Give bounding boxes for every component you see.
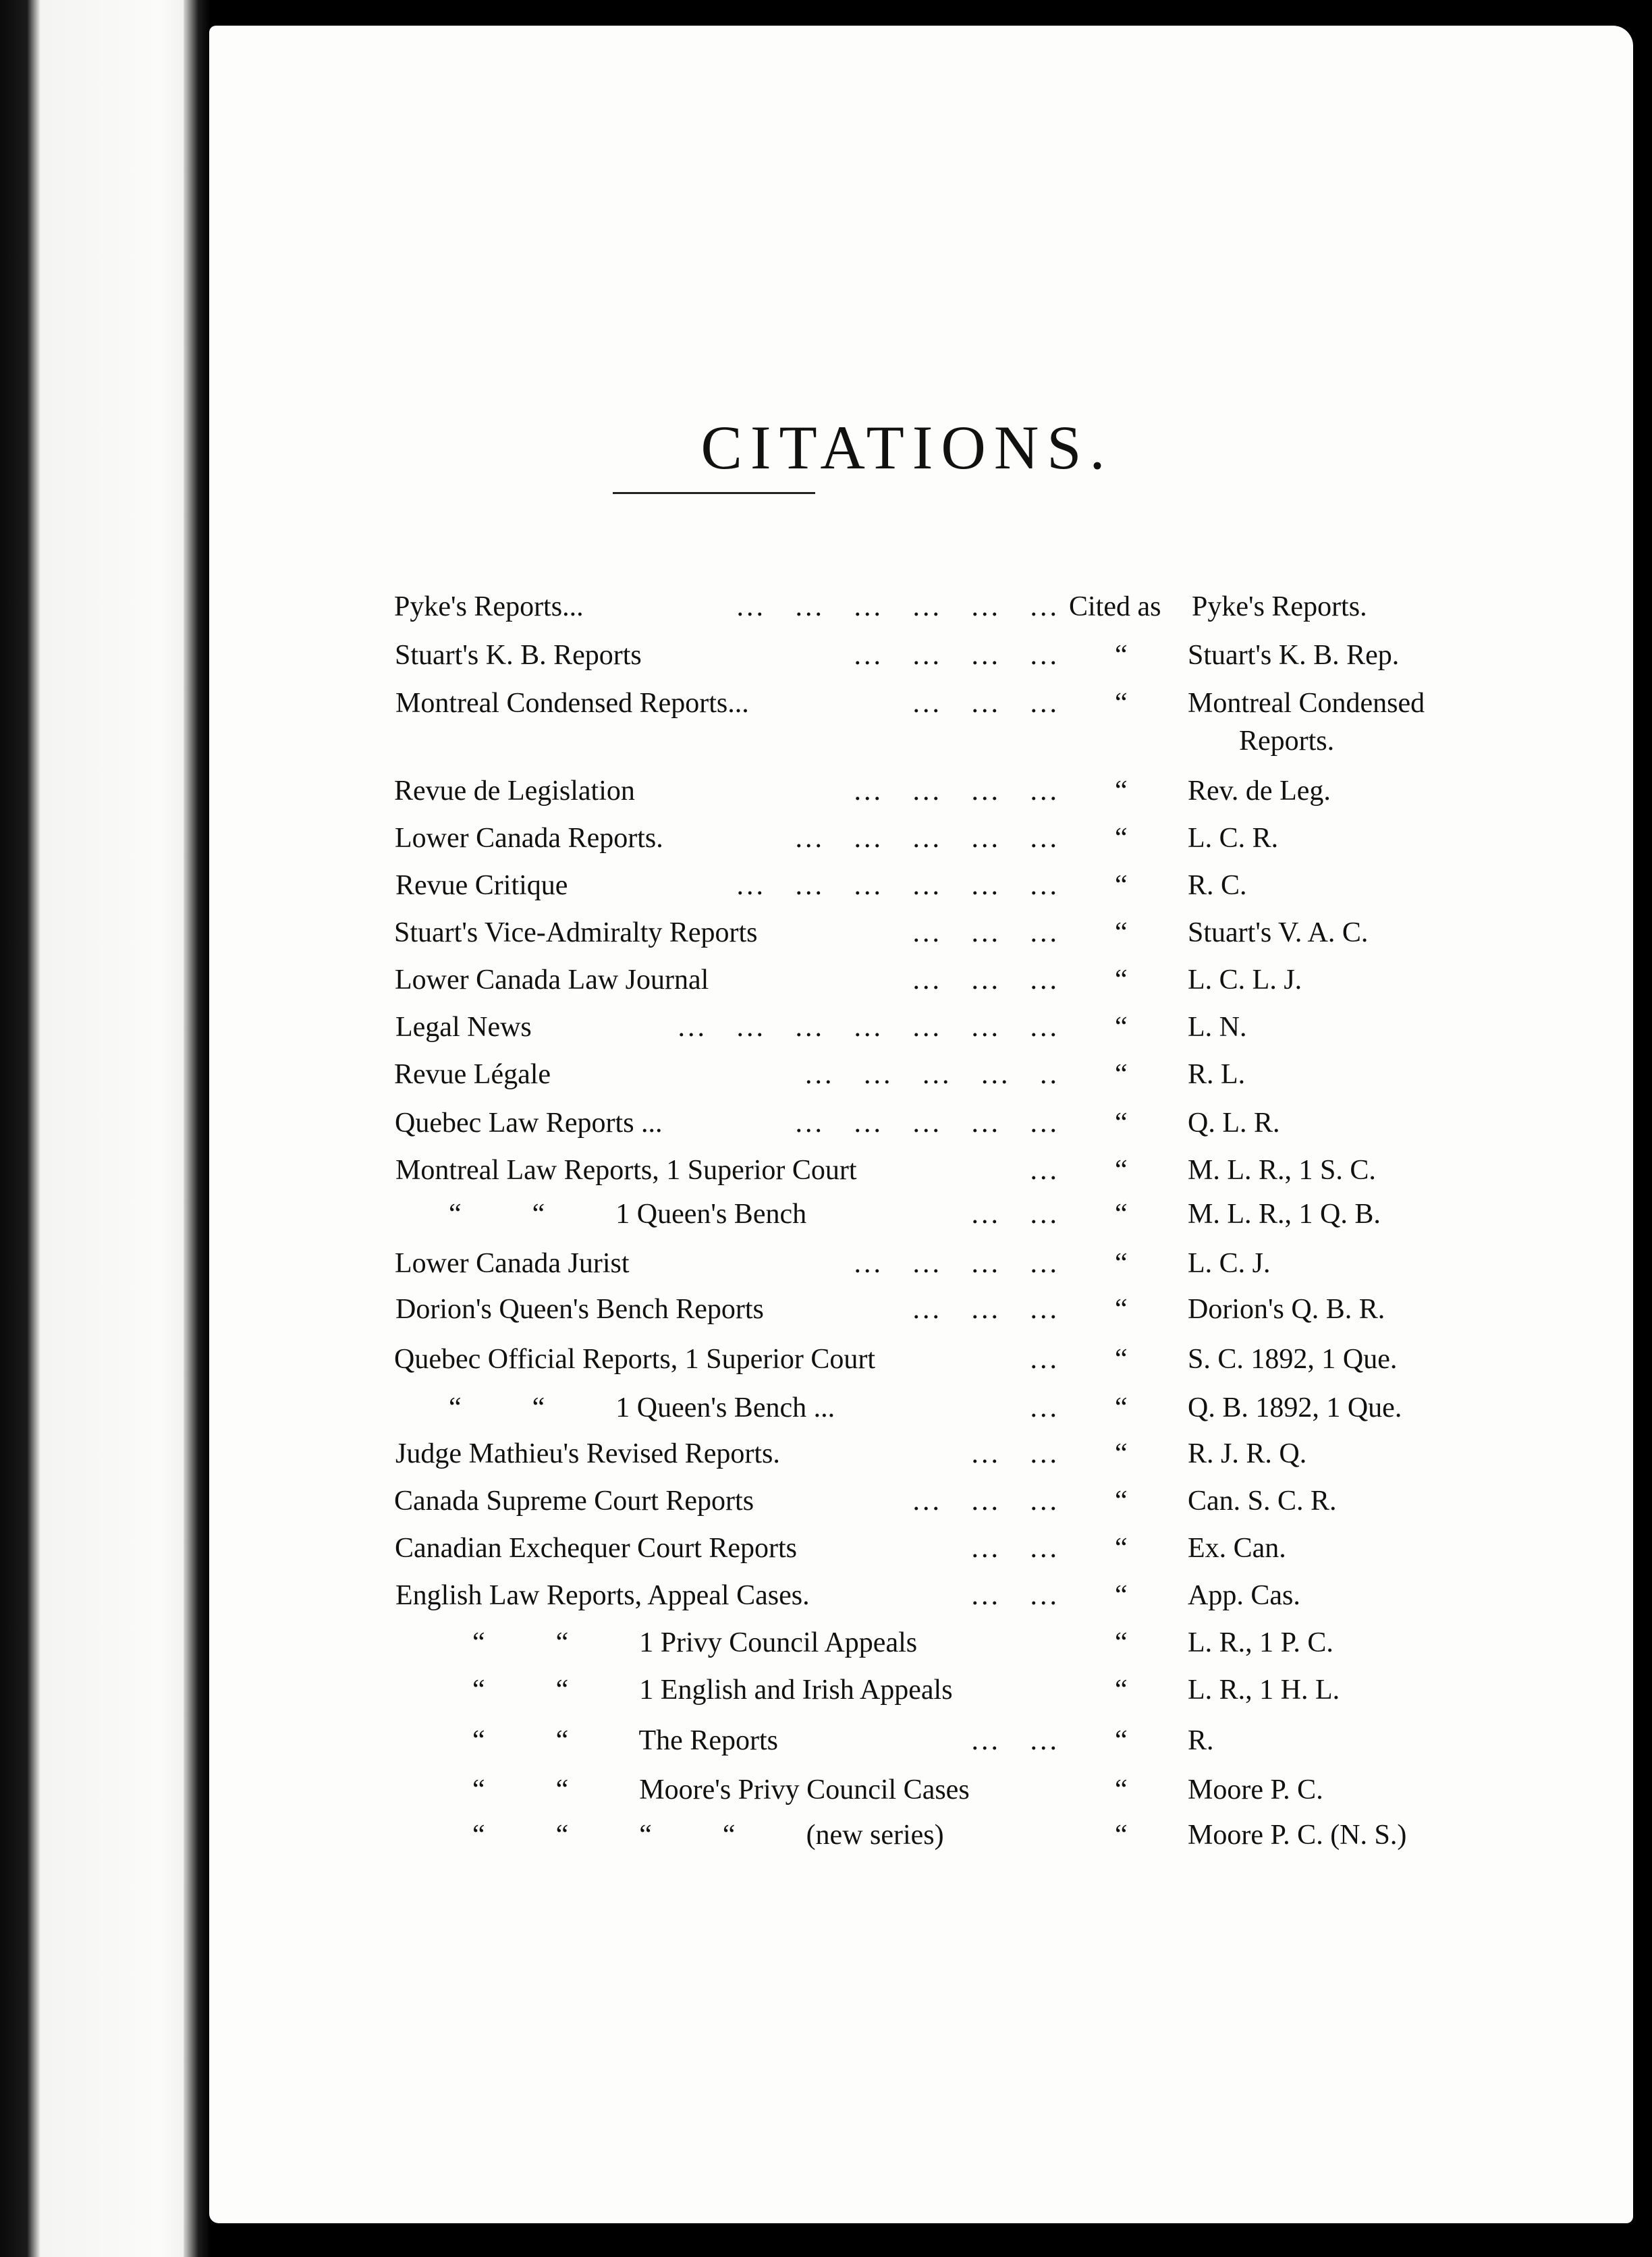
citation-source: Revue Légale bbox=[394, 1059, 551, 1090]
ditto-mark: “ bbox=[1115, 1199, 1128, 1230]
ditto-mark: “ bbox=[1115, 1059, 1128, 1090]
citation-source: “ “ The Reports bbox=[472, 1725, 778, 1756]
citation-source: Stuart's K. B. Reports bbox=[395, 640, 642, 671]
citation-abbreviation: Stuart's K. B. Rep. bbox=[1188, 640, 1400, 671]
citation-row bbox=[0, 1627, 1652, 1667]
leader-dots: ... ... ... ... .. bbox=[805, 1059, 1059, 1090]
citation-abbreviation: Rev. de Leg. bbox=[1188, 776, 1331, 807]
ditto-mark: “ bbox=[1115, 1108, 1128, 1139]
ditto-mark: “ bbox=[1115, 640, 1128, 671]
ditto-mark: “ bbox=[1115, 1012, 1128, 1043]
leader-dots: ... ... ... ... ... ... bbox=[736, 591, 1059, 622]
ditto-mark: “ bbox=[1115, 1820, 1128, 1851]
citation-row bbox=[0, 1724, 1652, 1765]
leader-dots: ... ... ... bbox=[912, 1486, 1059, 1517]
citation-row bbox=[0, 1485, 1652, 1525]
leader-dots: ... ... ... bbox=[912, 688, 1059, 719]
ditto-mark: “ bbox=[1115, 1438, 1128, 1469]
leader-dots: ... ... ... ... bbox=[854, 1248, 1059, 1279]
citation-source: “ “ “ “ (new series) bbox=[472, 1820, 944, 1851]
citation-abbreviation: Q. B. 1892, 1 Que. bbox=[1188, 1392, 1402, 1423]
citation-abbreviation-continued: Reports. bbox=[1239, 726, 1335, 757]
leader-dots: ... ... bbox=[971, 1199, 1059, 1230]
citation-source: Quebec Law Reports ... bbox=[395, 1108, 663, 1139]
leader-dots: ... ... ... bbox=[912, 917, 1059, 948]
ditto-mark: “ bbox=[1115, 1725, 1128, 1756]
citation-abbreviation: L. N. bbox=[1188, 1012, 1247, 1043]
citation-abbreviation: Q. L. R. bbox=[1188, 1108, 1280, 1139]
ditto-mark: “ bbox=[1115, 1627, 1128, 1658]
ditto-mark: “ bbox=[1115, 1774, 1128, 1805]
ditto-mark: “ bbox=[1115, 1155, 1128, 1186]
citation-abbreviation: R. L. bbox=[1188, 1059, 1246, 1090]
citation-abbreviation: App. Cas. bbox=[1188, 1580, 1300, 1611]
citation-source: Dorion's Queen's Bench Reports bbox=[395, 1294, 764, 1325]
citation-row bbox=[0, 775, 1652, 815]
leader-dots: ... ... ... ... ... ... bbox=[736, 870, 1059, 901]
ditto-mark: “ bbox=[1115, 1248, 1128, 1279]
leader-dots: ... ... bbox=[971, 1533, 1059, 1564]
citation-row bbox=[0, 1674, 1652, 1714]
ditto-mark: “ bbox=[1115, 1675, 1128, 1706]
citation-row bbox=[0, 917, 1652, 957]
leader-dots: ... ... ... bbox=[912, 1294, 1059, 1325]
leader-dots: ... ... ... ... ... bbox=[795, 1108, 1059, 1139]
citation-abbreviation: Dorion's Q. B. R. bbox=[1188, 1294, 1385, 1325]
ditto-mark: “ bbox=[1115, 688, 1128, 719]
citation-source: Lower Canada Jurist bbox=[395, 1248, 630, 1279]
citation-row bbox=[0, 1154, 1652, 1195]
ditto-mark: “ bbox=[1115, 1580, 1128, 1611]
citation-source: Lower Canada Reports. bbox=[395, 823, 663, 854]
citation-row bbox=[0, 1774, 1652, 1814]
citation-row bbox=[0, 639, 1652, 680]
citation-abbreviation: Stuart's V. A. C. bbox=[1188, 917, 1369, 948]
citation-row bbox=[0, 1532, 1652, 1573]
leader-dots: ... ... ... ... bbox=[854, 640, 1059, 671]
citation-row bbox=[0, 1058, 1652, 1099]
citation-source: “ “ 1 Queen's Bench bbox=[449, 1199, 807, 1230]
citation-source: Montreal Condensed Reports... bbox=[395, 688, 749, 719]
citation-row bbox=[0, 1819, 1652, 1859]
ditto-mark: “ bbox=[1115, 870, 1128, 901]
citation-row bbox=[0, 1438, 1652, 1478]
citation-abbreviation: R. C. bbox=[1188, 870, 1247, 901]
citation-abbreviation: R. bbox=[1188, 1725, 1214, 1756]
ditto-mark: “ bbox=[1115, 1392, 1128, 1423]
leader-dots: ... bbox=[1030, 1392, 1059, 1423]
citation-abbreviation: Moore P. C. bbox=[1188, 1774, 1323, 1805]
leader-dots: ... ... ... ... ... ... ... bbox=[678, 1012, 1059, 1043]
citation-abbreviation: M. L. R., 1 Q. B. bbox=[1188, 1199, 1381, 1230]
citation-row bbox=[0, 1293, 1652, 1334]
citation-abbreviation: L. R., 1 P. C. bbox=[1188, 1627, 1333, 1658]
leader-dots: ... bbox=[1030, 1344, 1059, 1375]
citation-abbreviation: Pyke's Reports. bbox=[1192, 591, 1367, 622]
ditto-mark: “ bbox=[1115, 823, 1128, 854]
citation-row bbox=[0, 1198, 1652, 1239]
citation-row bbox=[0, 687, 1652, 757]
ditto-mark: “ bbox=[1115, 1533, 1128, 1564]
citation-row bbox=[0, 822, 1652, 863]
citation-source: Pyke's Reports... bbox=[394, 591, 584, 622]
leader-dots: ... ... ... ... ... bbox=[795, 823, 1059, 854]
citation-row bbox=[0, 1107, 1652, 1147]
citation-abbreviation: L. R., 1 H. L. bbox=[1188, 1675, 1340, 1706]
ditto-mark: “ bbox=[1115, 776, 1128, 807]
citation-source: Lower Canada Law Journal bbox=[395, 964, 709, 996]
citation-row bbox=[0, 1011, 1652, 1052]
leader-dots: ... ... ... bbox=[912, 964, 1059, 996]
citation-row bbox=[0, 1247, 1652, 1288]
citation-row bbox=[0, 869, 1652, 910]
citation-source: “ “ Moore's Privy Council Cases bbox=[472, 1774, 970, 1805]
citation-source: Legal News bbox=[395, 1012, 532, 1043]
cited-as-label: Cited as bbox=[1069, 591, 1161, 622]
leader-dots: ... ... ... ... bbox=[854, 776, 1059, 807]
ditto-mark: “ bbox=[1115, 917, 1128, 948]
page-title: CITATIONS. bbox=[700, 412, 1113, 482]
citation-source: Canadian Exchequer Court Reports bbox=[395, 1533, 797, 1564]
citation-abbreviation: L. C. J. bbox=[1188, 1248, 1271, 1279]
citation-source: Revue de Legislation bbox=[394, 776, 635, 807]
citation-source: English Law Reports, Appeal Cases. bbox=[395, 1580, 810, 1611]
citation-abbreviation: Moore P. C. (N. S.) bbox=[1188, 1820, 1407, 1851]
citation-source: Quebec Official Reports, 1 Superior Court bbox=[394, 1344, 876, 1375]
citation-source: “ “ 1 Privy Council Appeals bbox=[472, 1627, 918, 1658]
citation-abbreviation: M. L. R., 1 S. C. bbox=[1188, 1155, 1376, 1186]
citation-source: “ “ 1 Queen's Bench ... bbox=[449, 1392, 835, 1423]
leader-dots: ... ... bbox=[971, 1725, 1059, 1756]
citation-abbreviation: L. C. L. J. bbox=[1188, 964, 1302, 996]
ditto-mark: “ bbox=[1115, 1486, 1128, 1517]
ditto-mark: “ bbox=[1115, 1344, 1128, 1375]
leader-dots: ... ... bbox=[971, 1580, 1059, 1611]
ditto-mark: “ bbox=[1115, 964, 1128, 996]
leader-dots: ... ... bbox=[971, 1438, 1059, 1469]
citation-row bbox=[0, 964, 1652, 1004]
citation-source: “ “ 1 English and Irish Appeals bbox=[472, 1675, 953, 1706]
citation-row bbox=[0, 591, 1652, 631]
citation-source: Revue Critique bbox=[395, 870, 568, 901]
citation-source: Montreal Law Reports, 1 Superior Court bbox=[395, 1155, 857, 1186]
leader-dots: ... bbox=[1030, 1155, 1059, 1186]
citation-source: Judge Mathieu's Revised Reports. bbox=[395, 1438, 780, 1469]
citation-source: Canada Supreme Court Reports bbox=[394, 1486, 754, 1517]
ditto-mark: “ bbox=[1115, 1294, 1128, 1325]
citation-abbreviation: R. J. R. Q. bbox=[1188, 1438, 1307, 1469]
citation-abbreviation: Montreal Condensed bbox=[1188, 688, 1425, 719]
citation-abbreviation: Ex. Can. bbox=[1188, 1533, 1286, 1564]
citation-row bbox=[0, 1392, 1652, 1432]
citation-abbreviation: L. C. R. bbox=[1188, 823, 1279, 854]
citation-row bbox=[0, 1343, 1652, 1384]
citation-abbreviation: Can. S. C. R. bbox=[1188, 1486, 1337, 1517]
citation-source: Stuart's Vice-Admiralty Reports bbox=[394, 917, 758, 948]
citation-abbreviation: S. C. 1892, 1 Que. bbox=[1188, 1344, 1398, 1375]
citation-row bbox=[0, 1579, 1652, 1620]
